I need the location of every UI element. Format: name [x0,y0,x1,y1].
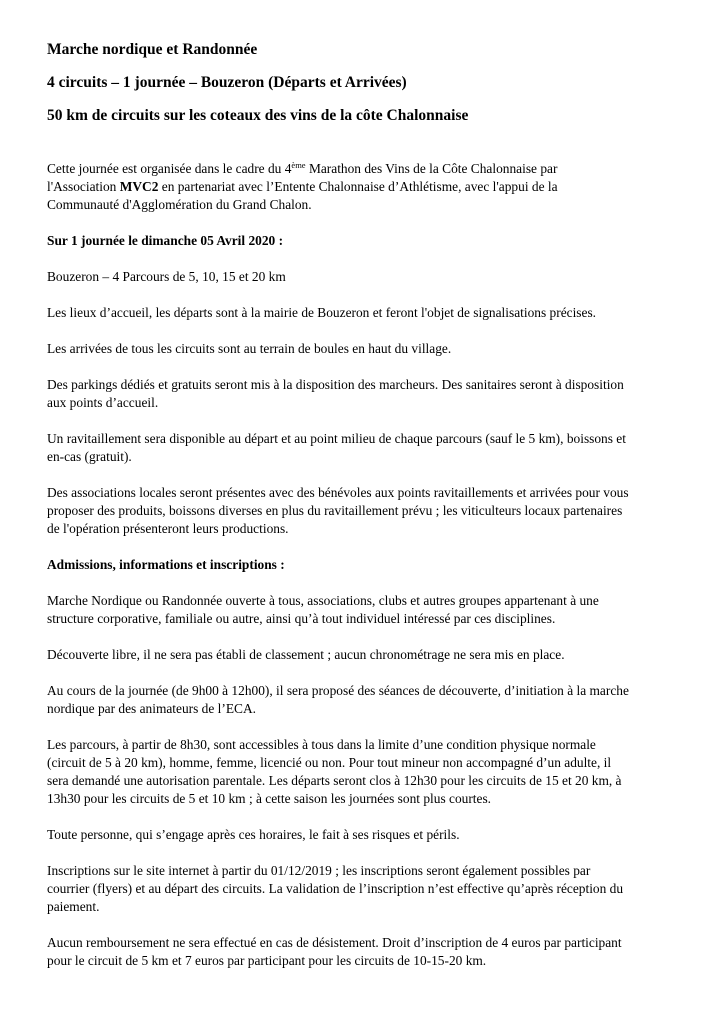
title-line-2: 4 circuits – 1 journée – Bouzeron (Départs et Arrivées) [47,74,407,91]
paragraph [47,430,687,466]
paragraph-line: Inscriptions sur le site internet à partir du 01/12/2019 ; les inscriptions seront également possibles par [47,863,591,878]
paragraph [47,646,687,664]
date-heading: Sur 1 journée le dimanche 05 Avril 2020 : [47,233,284,248]
paragraph-line: Bouzeron – 4 Parcours de 5, 10, 15 et 20 km [47,269,286,284]
paragraph-line: Un ravitaillement sera disponible au départ et au point milieu de chaque parcours (sauf le 5 km), boissons et [47,431,626,446]
paragraph-line: Des parkings dédiés et gratuits seront mis à la disposition des marcheurs. Des sanitaires seront à disposition [47,377,624,392]
paragraph-line: Découverte libre, il ne sera pas établi de classement ; aucun chronométrage ne sera mis en place. [47,647,565,662]
intro-line-3: Communauté d'Agglomération du Grand Chalon. [47,197,312,212]
intro-text: Marathon des Vins de la Côte Chalonnaise par [305,161,558,176]
ordinal-suffix: ème [291,160,306,170]
paragraph-line: Marche Nordique ou Randonnée ouverte à tous, associations, clubs et autres groupes appartenant à une [47,593,599,608]
paragraph-line: de l'opération présenteront leurs productions. [47,521,289,536]
admissions-heading: Admissions, informations et inscriptions : [47,557,285,572]
paragraph-line: structure corporative, familiale ou autre, ainsi qu’à tout individuel intéressé par ces disciplines. [47,611,556,626]
paragraph-line: nordique par des animateurs de l’ECA. [47,701,256,716]
paragraph-line: courrier (flyers) et au départ des circuits. La validation de l’inscription n’est effective qu’après réception du [47,881,624,896]
title-line-3: 50 km de circuits sur les coteaux des vins de la côte Chalonnaise [47,107,469,124]
paragraph [47,376,687,412]
title-line-1: Marche nordique et Randonnée [47,41,258,58]
paragraph-line: proposer des produits, boissons diverses en plus du ravitaillement prévu ; les viticulteurs locaux partenaires [47,503,623,518]
paragraph [47,826,687,844]
paragraph-line: Les arrivées de tous les circuits sont au terrain de boules en haut du village. [47,341,452,356]
intro-text: l'Association [47,179,120,194]
intro-line-1 [47,160,687,178]
paragraph-line: Les lieux d’accueil, les départs sont à la mairie de Bouzeron et feront l'objet de signalisations précises. [47,305,597,320]
document-body [47,160,687,970]
intro-paragraph [47,160,687,214]
paragraph [47,862,687,916]
paragraph-line: Des associations locales seront présentes avec des bénévoles aux points ravitaillements et arrivées pour vous [47,485,629,500]
paragraph [47,736,687,808]
paragraph [47,268,687,286]
paragraph-line: pour le circuit de 5 km et 7 euros par participant pour les circuits de 10-15-20 km. [47,953,487,968]
intro-line-2 [47,178,687,196]
paragraph-line: Au cours de la journée (de 9h00 à 12h00), il sera proposé des séances de découverte, d’initiation à la marche [47,683,629,698]
intro-text: Cette journée est organisée dans le cadre du 4 [47,161,292,176]
event-details-section [47,268,687,538]
paragraph-line: paiement. [47,899,100,914]
paragraph-line: 13h30 pour les circuits de 5 et 10 km ; à cette saison les journées sont plus courtes. [47,791,492,806]
paragraph-line: (circuit de 5 à 20 km), homme, femme, licencié ou non. Pour tout mineur non accompagné d’un adulte, il [47,755,612,770]
paragraph-line: en-cas (gratuit). [47,449,132,464]
document-page [47,40,687,988]
paragraph [47,340,687,358]
paragraph-line: aux points d’accueil. [47,395,159,410]
paragraph-line: Aucun remboursement ne sera effectué en cas de désistement. Droit d’inscription de 4 euros par participant [47,935,622,950]
paragraph [47,682,687,718]
admissions-section [47,592,687,970]
paragraph [47,304,687,322]
paragraph-line: Les parcours, à partir de 8h30, sont accessibles à tous dans la limite d’une condition physique normale [47,737,596,752]
paragraph [47,934,687,970]
paragraph [47,592,687,628]
paragraph-line: sera demandé une autorisation parentale. Les départs seront clos à 12h30 pour les circuits de 15 et 20 km, à [47,773,622,788]
intro-text: en partenariat avec l’Entente Chalonnaise d’Athlétisme, avec l'appui de la [158,179,558,194]
paragraph [47,484,687,538]
paragraph-line: Toute personne, qui s’engage après ces horaires, le fait à ses risques et périls. [47,827,460,842]
association-name: MVC2 [119,179,159,194]
